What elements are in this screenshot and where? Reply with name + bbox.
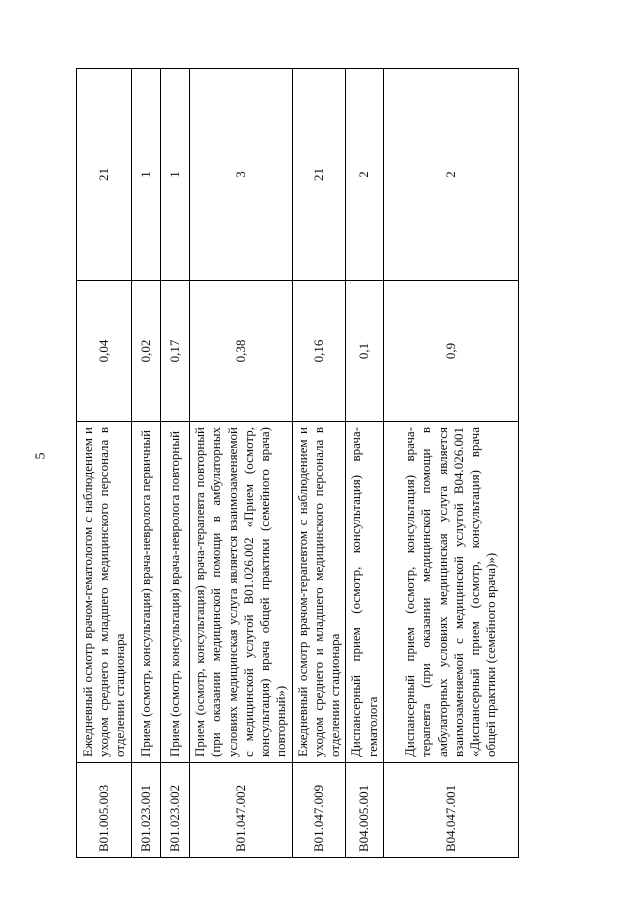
service-code: B01.047.002 bbox=[190, 763, 293, 858]
frequency-coefficient: 0,04 bbox=[77, 281, 132, 422]
multiplicity: 21 bbox=[292, 69, 346, 281]
multiplicity: 1 bbox=[161, 69, 190, 281]
frequency-coefficient: 0,38 bbox=[190, 281, 293, 422]
frequency-coefficient: 0,02 bbox=[132, 281, 161, 422]
service-name: Прием (осмотр, консультация) врача-невролога повторный bbox=[161, 422, 190, 763]
multiplicity: 2 bbox=[383, 69, 518, 281]
frequency-coefficient: 0,16 bbox=[292, 281, 346, 422]
service-name: Прием (осмотр, консультация) врача-терапевта повторный (при оказании медицинской помощи в амбулаторных условиях медицинская услуга является взаимозаменяемой с медицинской услугой B01.026.002 «Прием (осмотр, консультация) врача общей практики (семейного врача) повторный») bbox=[190, 422, 293, 763]
table-row bbox=[77, 69, 132, 858]
table-row bbox=[383, 69, 518, 858]
service-name: Ежедневный осмотр врачом-гематологом с наблюдением и уходом среднего и младшего медицинского персонала в отделении стационара bbox=[77, 422, 132, 763]
services-table-container bbox=[76, 68, 499, 858]
table-row bbox=[161, 69, 190, 858]
page-number: 5 bbox=[33, 452, 49, 460]
service-code: B01.023.002 bbox=[161, 763, 190, 858]
frequency-coefficient: 0,17 bbox=[161, 281, 190, 422]
frequency-coefficient: 0,9 bbox=[383, 281, 518, 422]
table-row bbox=[132, 69, 161, 858]
multiplicity: 3 bbox=[190, 69, 293, 281]
service-code: B04.047.001 bbox=[383, 763, 518, 858]
service-name: Диспансерный прием (осмотр, консультация) врача-гематолога bbox=[346, 422, 384, 763]
service-code: B01.023.001 bbox=[132, 763, 161, 858]
service-name: Диспансерный прием (осмотр, консультация) врача-терапевта (при оказании медицинской помощи в амбулаторных условиях медицинская услуга является взаимозаменяемой с медицинской услугой B04.026.001 «Диспансерный прием (осмотр, консультация) врача общей практики (семейного врача)») bbox=[383, 422, 518, 763]
service-code: B01.047.009 bbox=[292, 763, 346, 858]
table-row bbox=[292, 69, 346, 858]
service-name: Ежедневный осмотр врачом-терапевтом с наблюдением и уходом среднего и младшего медицинского персонала в отделении стационара bbox=[292, 422, 346, 763]
multiplicity: 2 bbox=[346, 69, 384, 281]
services-table bbox=[76, 68, 519, 858]
frequency-coefficient: 0,1 bbox=[346, 281, 384, 422]
service-code: B01.005.003 bbox=[77, 763, 132, 858]
service-name: Прием (осмотр, консультация) врача-невролога первичный bbox=[132, 422, 161, 763]
table-row bbox=[190, 69, 293, 858]
multiplicity: 21 bbox=[77, 69, 132, 281]
multiplicity: 1 bbox=[132, 69, 161, 281]
table-row bbox=[346, 69, 384, 858]
service-code: B04.005.001 bbox=[346, 763, 384, 858]
